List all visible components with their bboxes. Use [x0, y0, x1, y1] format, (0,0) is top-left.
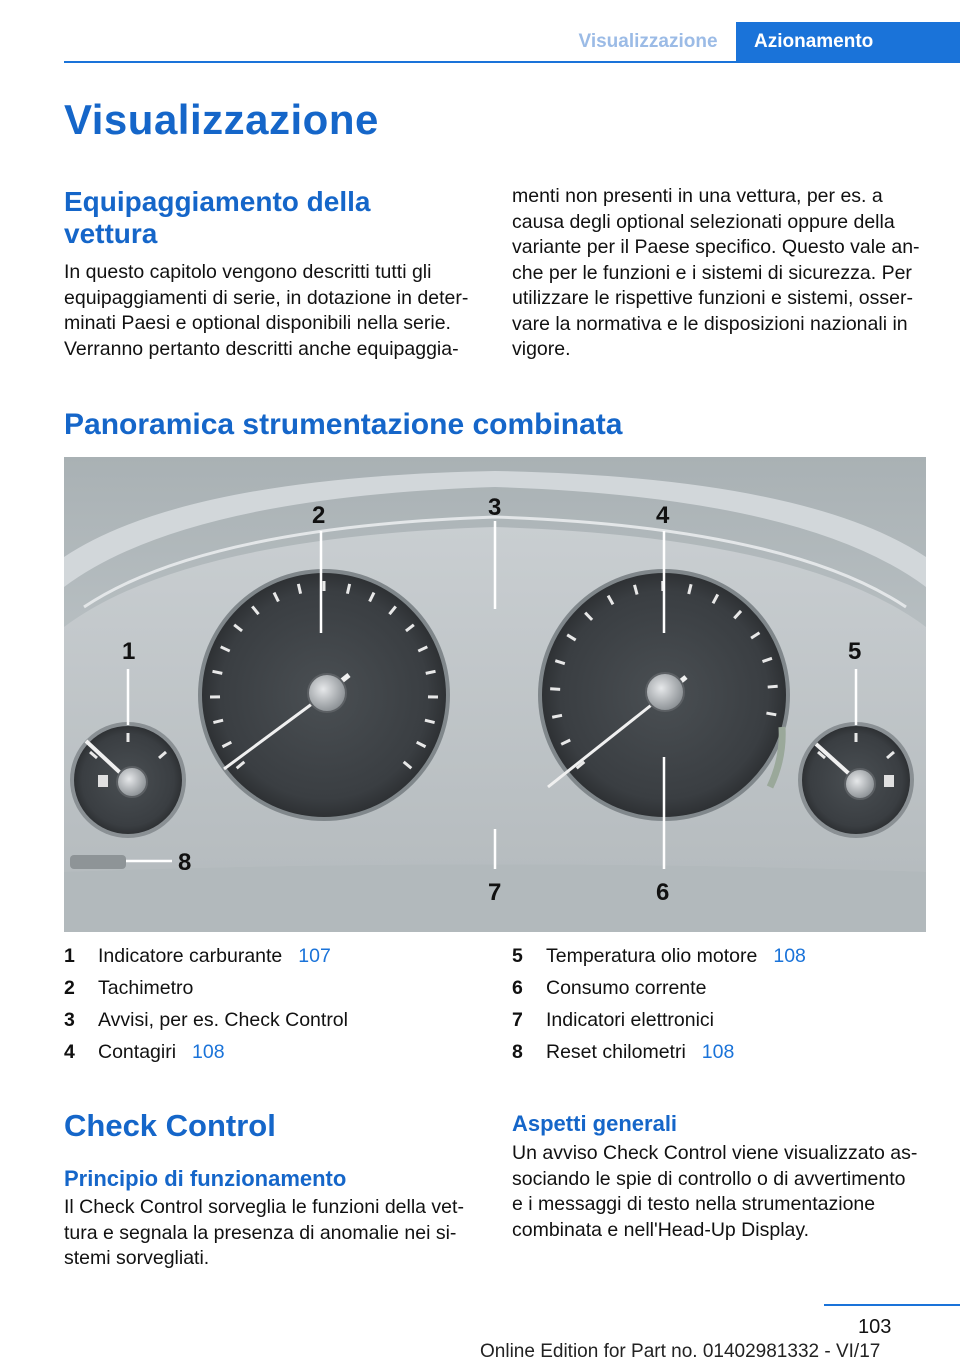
subheading-aspetti-generali: Aspetti generali — [512, 1111, 678, 1136]
section-heading-equipaggiamento: Equipaggiamento della vettura — [64, 186, 371, 249]
page-number: 103 — [858, 1316, 892, 1338]
chapter-tabs — [560, 22, 960, 62]
legend-item: 8 Reset chilometri 108 — [512, 1036, 932, 1068]
speedometer — [198, 569, 450, 821]
aspetti-generali-text: Un avviso Check Control viene visualizzato as- sociando le spie di controllo o di avvertimento e i messaggi di testo nella strumentazione combinata e nell'Head-Up Display. — [512, 1142, 918, 1241]
instrument-cluster-figure — [64, 457, 926, 932]
legend-item: 2 Tachimetro — [64, 977, 194, 999]
dial-tick — [550, 689, 560, 690]
edition-footer: Online Edition for Part no. 01402981332 - VI/17 — [480, 1341, 881, 1362]
legend-right — [512, 940, 932, 1068]
dial-tick — [212, 671, 222, 673]
section-heading-panoramica: Panoramica strumentazione combinata — [64, 408, 623, 441]
dial-tick — [766, 713, 776, 715]
legend-item: 6 Consumo corrente — [512, 977, 707, 999]
tab-azionamento[interactable]: Azionamento — [736, 22, 960, 62]
subheading-principio: Principio di funzionamento — [64, 1166, 347, 1191]
page-reference-link[interactable]: 108 — [192, 1041, 225, 1063]
page-reference-link[interactable]: 108 — [773, 945, 806, 967]
oil-can-icon — [884, 775, 894, 787]
page-reference-link[interactable]: 108 — [701, 1041, 735, 1063]
fuel-pump-icon — [98, 775, 108, 787]
legend-item: 5 Temperatura olio motore 108 — [512, 940, 932, 972]
instrument-cluster-illustration — [64, 457, 926, 932]
dial-tick — [426, 671, 436, 673]
section1-col2: menti non presenti in una vettura, per es. a causa degli optional selezionati oppure della variante per il Paese specifico. Questo vale an- che per le funzioni e i sistemi di sicurezza. Per utilizzare le rispettive funzioni e sistemi, osser- vare la normativa e le disposizioni nazionali in vigore. — [512, 185, 920, 360]
header-rule — [64, 61, 960, 63]
callout-7: 7 — [488, 879, 502, 906]
page-title: Visualizzazione — [64, 96, 379, 143]
section1-col1: In questo capitolo vengono descritti tutti gli equipaggiamenti di serie, in dotazione in deter- minati Paesi e optional disponibili nella serie. Verranno pertanto descritti anche equipaggia- — [64, 261, 469, 360]
principio-text: Il Check Control sorveglia le funzioni della vet- tura e segnala la presenza di anomalie nei si- stemi sorvegliati. — [64, 1196, 464, 1269]
callout-8: 8 — [178, 849, 192, 876]
legend-item: 1 Indicatore carburante 107 — [64, 940, 484, 972]
callout-3: 3 — [488, 494, 502, 521]
callout-2: 2 — [312, 502, 326, 529]
section-heading-check-control: Check Control — [64, 1108, 276, 1143]
dial-tick — [552, 715, 562, 717]
legend-item: 4 Contagiri 108 — [64, 1036, 484, 1068]
trip-reset-button — [70, 855, 126, 869]
legend-item: 7 Indicatori elettronici — [512, 1009, 714, 1031]
footer-rule — [824, 1304, 960, 1306]
fuel-gauge — [70, 722, 186, 838]
callout-6: 6 — [656, 879, 670, 906]
callout-5: 5 — [848, 638, 862, 665]
callout-1: 1 — [122, 638, 136, 665]
legend-item: 3 Avvisi, per es. Check Control — [64, 1009, 348, 1031]
oil-temperature-gauge — [798, 722, 914, 838]
page-reference-link[interactable]: 107 — [298, 945, 331, 967]
callout-4: 4 — [656, 502, 670, 529]
tab-visualizzazione[interactable]: Visualizzazione — [578, 31, 718, 52]
legend-left — [64, 940, 484, 1068]
dial-tick — [768, 686, 778, 687]
